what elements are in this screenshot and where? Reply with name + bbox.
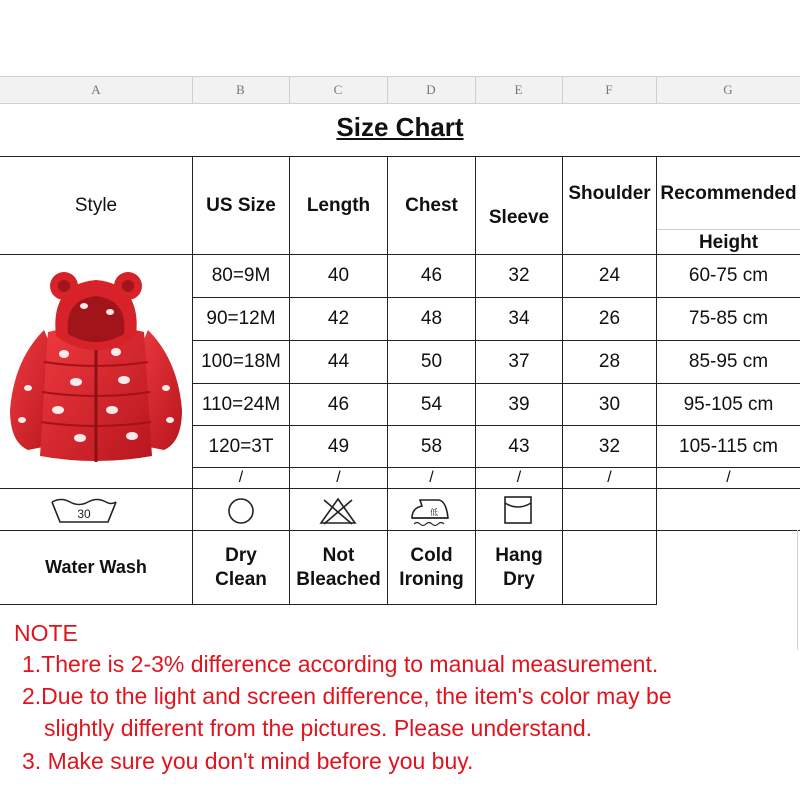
iron-low-label: 低 (430, 508, 438, 517)
grid-line (0, 604, 656, 605)
hang-dry-icon (502, 494, 534, 526)
slash-cell: / (516, 469, 522, 486)
cell-shoulder: 30 (598, 393, 621, 415)
cold-ironing-label (388, 531, 475, 604)
slash-cell: / (238, 469, 244, 486)
water-wash-label: Water Wash (45, 557, 147, 577)
column-header-bar (0, 76, 800, 104)
column-header-f[interactable]: F (605, 82, 613, 97)
hang-dry-label (476, 531, 562, 604)
note-heading: NOTE (14, 620, 78, 646)
dry-clean-label (193, 531, 289, 604)
column-header-c[interactable]: C (333, 82, 343, 97)
cell-shoulder: 32 (598, 435, 621, 457)
cell-chest: 58 (420, 435, 443, 457)
grid-line (656, 229, 800, 230)
cell-shoulder: 24 (598, 265, 621, 286)
cell-chest: 54 (420, 393, 443, 415)
cell-sleeve: 43 (508, 435, 530, 457)
slash-cell: / (429, 469, 434, 486)
note-line-1: 1.There is 2-3% difference according to manual measurement. (22, 651, 659, 677)
cell-us-size: 90=12M (206, 308, 276, 329)
cell-sleeve: 37 (508, 351, 530, 372)
note-line-3: 3. Make sure you don't mind before you buy. (22, 748, 474, 774)
slash-cell: / (336, 469, 341, 486)
header-chest: Chest (405, 194, 458, 216)
column-header-b[interactable]: B (236, 82, 245, 97)
cell-us-size: 120=3T (208, 435, 274, 457)
cell-length: 44 (327, 351, 350, 372)
red-jacket-image (6, 270, 186, 470)
iron-low-icon (408, 494, 454, 528)
grid-line (0, 488, 800, 489)
cell-height: 60-75 cm (688, 265, 769, 286)
cell-chest: 48 (420, 308, 443, 329)
cell-length: 46 (327, 393, 350, 415)
cell-sleeve: 32 (508, 265, 530, 286)
header-sleeve: Sleeve (488, 207, 550, 228)
cell-height: 105-115 cm (679, 435, 778, 457)
not-bleached-line2: Bleached (296, 568, 381, 590)
no-bleach-icon (318, 496, 358, 526)
column-header-g[interactable]: G (723, 82, 733, 97)
slash-cell: / (726, 469, 731, 486)
grid-line (797, 530, 798, 650)
column-header-e[interactable]: E (514, 82, 523, 97)
cell-chest: 50 (420, 351, 443, 372)
header-us-size: US Size (206, 194, 276, 216)
wash-tub-icon (48, 496, 120, 526)
cell-shoulder: 28 (598, 351, 621, 372)
cell-us-size: 100=18M (201, 351, 281, 372)
header-height: Height (698, 232, 759, 253)
cell-height: 85-95 cm (688, 351, 769, 372)
header-shoulder: Shoulder (568, 183, 651, 204)
cell-height: 75-85 cm (688, 308, 769, 329)
header-length: Length (306, 194, 371, 216)
slash-cell: / (607, 469, 612, 486)
cold-ironing-line1: Cold (410, 544, 453, 566)
cell-sleeve: 39 (508, 393, 530, 415)
note-line-2a: 2.Due to the light and screen difference, the item's color may be (22, 683, 672, 709)
page-title: Size Chart (336, 112, 464, 142)
hang-dry-line2: Dry (503, 568, 535, 590)
column-header-a[interactable]: A (91, 82, 101, 97)
cell-us-size: 110=24M (201, 393, 281, 415)
not-bleached-line1: Not (322, 544, 355, 566)
cell-height: 95-105 cm (683, 393, 774, 415)
cell-length: 49 (327, 435, 350, 457)
cell-length: 40 (327, 265, 350, 286)
header-style: Style (74, 194, 118, 216)
hang-dry-line1: Hang (495, 544, 543, 566)
cell-shoulder: 26 (598, 308, 621, 329)
cell-sleeve: 34 (508, 308, 530, 329)
cell-length: 42 (327, 308, 350, 329)
cell-us-size: 80=9M (211, 265, 271, 286)
dry-clean-icon (225, 496, 257, 526)
not-bleached-label (290, 531, 387, 604)
wash-temp-label: 30 (77, 507, 91, 521)
cold-ironing-line2: Ironing (399, 568, 464, 590)
note-line-2b: slightly different from the pictures. Please understand. (44, 715, 593, 741)
header-recommended: Recommended (660, 183, 797, 204)
dry-clean-line1: Dry (225, 544, 257, 566)
column-header-d[interactable]: D (426, 82, 436, 97)
dry-clean-line2: Clean (215, 568, 267, 590)
cell-chest: 46 (420, 265, 443, 286)
